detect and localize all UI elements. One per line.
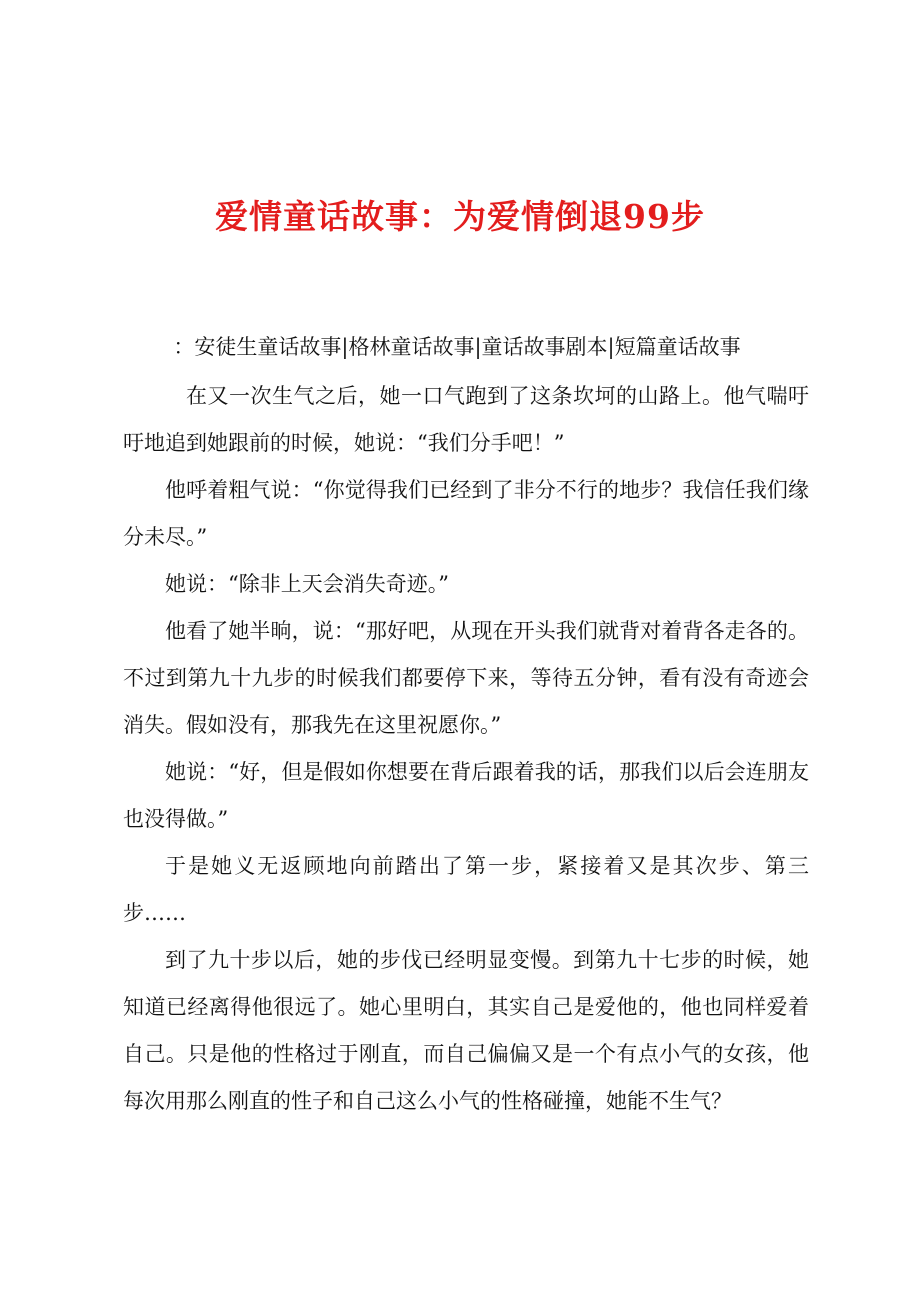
document-title: 爱情童话故事：为爱情倒退99步: [215, 197, 705, 236]
tag-line: ：安徒生童话故事|格林童话故事|童话故事剧本|短篇童话故事: [173, 335, 741, 359]
paragraph: 于是她义无返顾地向前踏出了第一步，紧接着又是其次步、第三步……: [123, 854, 809, 925]
paragraph: 在又一次生气之后，她一口气跑到了这条坎坷的山路上。他气喘吁吁地追到她跟前的时候，她说：“我们分手吧！”: [123, 384, 809, 455]
paragraph: 到了九十步以后，她的步伐已经明显变慢。到第九十七步的时候，她知道已经离得他很远了。她心里明白，其实自己是爱他的，他也同样爱着自己。只是他的性格过于刚直，而自己偏偏又是一个有点小气的女孩，他每次用那么刚直的性子和自己这么小气的性格碰撞，她能不生气？: [123, 948, 809, 1113]
paragraph: 她说：“除非上天会消失奇迹。”: [165, 572, 449, 596]
document-body: [123, 324, 809, 1125]
paragraph: 他呼着粗气说：“你觉得我们已经到了非分不行的地步？我信任我们缘分未尽。”: [123, 478, 809, 549]
paragraph: 她说：“好，但是假如你想要在背后跟着我的话，那我们以后会连朋友也没得做。”: [123, 760, 809, 831]
paragraph: 他看了她半晌，说：“那好吧，从现在开头我们就背对着背各走各的。不过到第九十九步的时候我们都要停下来，等待五分钟，看有没有奇迹会消失。假如没有，那我先在这里祝愿你。”: [123, 619, 809, 737]
